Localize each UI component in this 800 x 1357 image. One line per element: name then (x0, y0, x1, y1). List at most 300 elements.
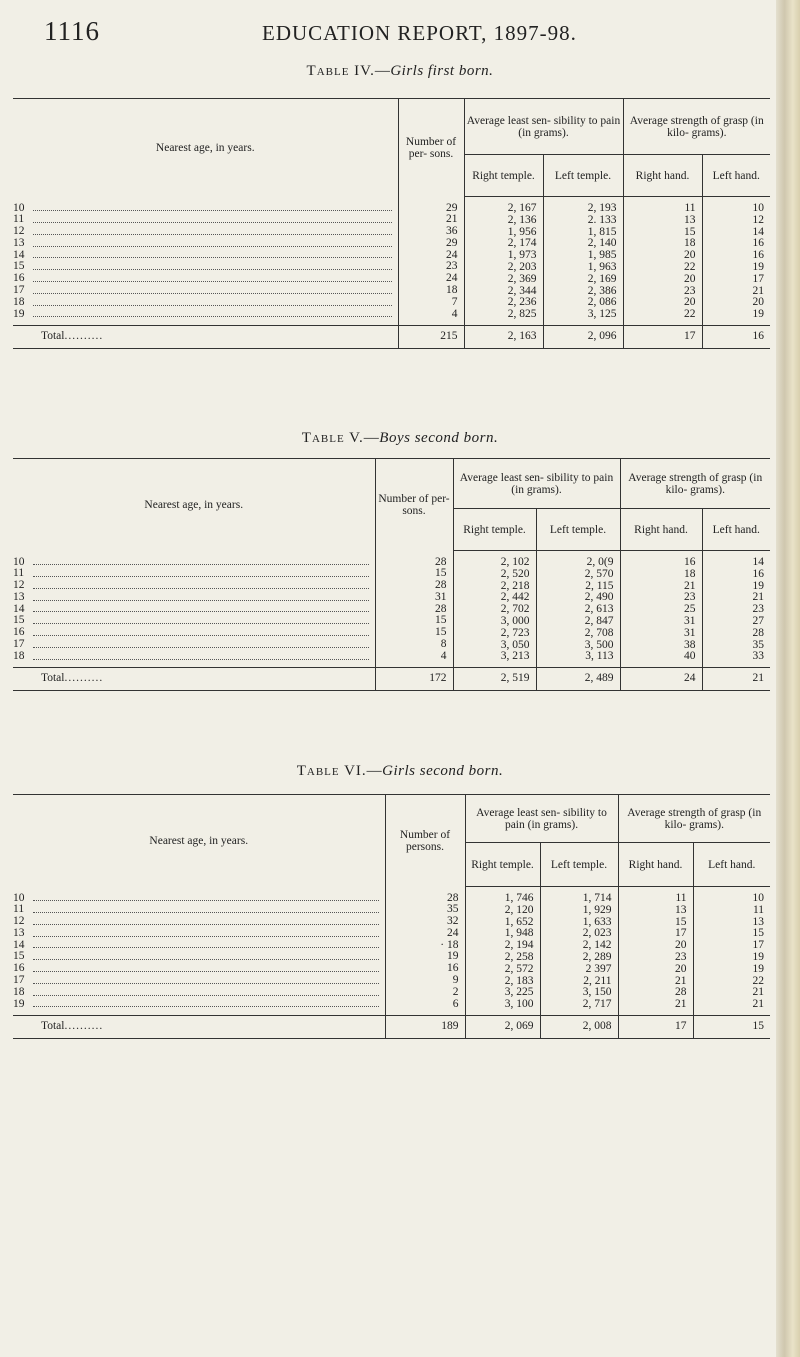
right-temple-value: 2, 203 (507, 260, 537, 273)
right-temple-value: 2, 723 (500, 626, 530, 639)
right-temple-value: 2, 825 (507, 308, 537, 321)
dot-leader (33, 935, 379, 937)
age-value: 19 (13, 997, 25, 1010)
sensibility-header: Average least sen- sibility to pain (in grams). (465, 795, 618, 843)
dot-leader (33, 946, 379, 948)
right-hand-value: 20 (675, 939, 687, 952)
dot-leader (33, 256, 392, 258)
age-row (13, 214, 398, 226)
persons-value: 29 (446, 236, 458, 249)
left-temple-value: 2, 211 (583, 974, 612, 987)
left-temple-value: 2, 115 (585, 579, 614, 592)
right-hand-value: 11 (684, 202, 696, 214)
age-row (13, 238, 398, 250)
age-value: 10 (13, 891, 25, 904)
age-column (13, 551, 375, 668)
table-vi (13, 794, 770, 1039)
dot-leader (33, 634, 369, 636)
left-hand-header: Left hand. (702, 509, 770, 551)
age-header: Nearest age, in years. (13, 459, 375, 551)
left-hand-value: 28 (752, 626, 765, 639)
age-row (13, 975, 385, 987)
right-temple-column (465, 887, 540, 1016)
dot-leader (33, 563, 369, 565)
right-temple-column (464, 197, 543, 326)
left-hand-value: 19 (752, 962, 765, 975)
right-temple-value: 1, 652 (504, 915, 534, 928)
right-temple-value: 3, 000 (500, 614, 530, 627)
age-value: 17 (13, 284, 25, 297)
dot-leader (33, 292, 392, 294)
left-temple-value: 2, 386 (587, 284, 617, 297)
dot-leader (33, 646, 369, 648)
left-hand-value: 15 (752, 927, 765, 940)
left-temple-value: 1, 985 (587, 249, 617, 262)
left-temple-value: 2, 613 (584, 603, 614, 616)
age-value: 19 (13, 307, 25, 320)
right-temple-value: 2, 218 (500, 579, 530, 592)
total-left-temple: 2, 008 (540, 1015, 618, 1038)
table-iv-label: Table IV. (306, 63, 375, 79)
left-hand-value: 12 (752, 213, 765, 226)
age-row (13, 592, 375, 604)
age-row (13, 639, 375, 651)
age-value: 16 (13, 626, 25, 639)
dot-leader (33, 1005, 379, 1007)
age-row (13, 987, 385, 999)
right-temple-value: 2, 120 (504, 903, 534, 916)
right-temple-value: 2, 520 (500, 567, 530, 580)
persons-value: 23 (446, 260, 458, 273)
age-row (13, 951, 385, 963)
dot-leader (33, 268, 392, 270)
right-temple-column (453, 551, 536, 668)
dot-leader (33, 994, 379, 996)
right-hand-value: 25 (684, 603, 696, 616)
right-temple-value: 2, 344 (507, 284, 537, 297)
age-value: 11 (13, 213, 25, 226)
persons-value: 16 (447, 962, 459, 975)
age-row (13, 203, 398, 215)
age-row (13, 928, 385, 940)
dot-leader (33, 245, 392, 247)
persons-value: 28 (447, 891, 459, 904)
age-value: 17 (13, 638, 25, 651)
persons-value: 7 (451, 295, 458, 308)
dot-leader (33, 315, 392, 317)
right-hand-value: 22 (684, 308, 696, 321)
strength-header: Average strength of grasp (in kilo- grams). (618, 795, 770, 843)
age-column (13, 197, 398, 326)
age-value: 14 (13, 248, 25, 261)
age-value: 15 (13, 260, 25, 273)
age-value: 14 (13, 938, 25, 951)
persons-value: 24 (446, 248, 458, 261)
persons-value: 24 (447, 926, 459, 939)
age-header: Nearest age, in years. (13, 795, 385, 887)
right-hand-value: 13 (684, 213, 696, 226)
age-value: 12 (13, 579, 25, 592)
right-hand-value: 15 (684, 225, 696, 238)
left-hand-value: 10 (752, 202, 765, 214)
persons-value: 21 (446, 213, 458, 226)
sensibility-header: Average least sen- sibility to pain (in grams). (453, 459, 620, 509)
age-header: Nearest age, in years. (13, 99, 398, 197)
total-left-temple: 2, 489 (536, 668, 620, 691)
right-temple-value: 1, 973 (507, 249, 537, 262)
right-hand-column (620, 551, 702, 668)
persons-value: 36 (446, 225, 458, 238)
total-right-temple: 2, 519 (453, 668, 536, 691)
left-temple-value: 2 397 (585, 962, 612, 975)
persons-value: 29 (446, 201, 458, 214)
dot-leader (33, 982, 379, 984)
page-header (44, 16, 764, 56)
persons-value: 2 (452, 985, 459, 998)
left-temple-value: 2, 086 (587, 296, 617, 309)
age-value: 17 (13, 974, 25, 987)
right-hand-value: 31 (684, 614, 696, 627)
left-hand-value: 16 (752, 237, 765, 250)
age-value: 15 (13, 950, 25, 963)
right-temple-value: 2, 174 (507, 237, 537, 250)
left-hand-column (702, 551, 770, 668)
total-left-hand: 21 (702, 668, 770, 691)
age-value: 10 (13, 201, 25, 214)
left-hand-value: 16 (752, 249, 765, 262)
table-v-subtitle: Boys second born. (379, 430, 499, 446)
age-row (13, 285, 398, 297)
right-temple-value: 2, 194 (504, 939, 534, 952)
age-column (13, 887, 385, 1016)
total-row (13, 668, 770, 691)
right-temple-value: 3, 213 (500, 650, 530, 663)
left-temple-value: 2, 193 (587, 202, 617, 214)
left-temple-value: 2, 140 (587, 237, 617, 250)
dot-leader (33, 587, 369, 589)
table-vi-subtitle: Girls second born. (382, 763, 504, 779)
right-temple-value: 1, 948 (504, 927, 534, 940)
age-value: 18 (13, 649, 25, 662)
age-row (13, 261, 398, 273)
persons-value: 9 (452, 974, 459, 987)
right-temple-value: 1, 956 (507, 225, 537, 238)
left-hand-value: 23 (752, 603, 765, 616)
age-value: 16 (13, 272, 25, 285)
dot-leader (33, 899, 379, 901)
persons-column (398, 197, 464, 326)
total-label: Total.......... (13, 668, 375, 691)
table-v-caption: Table V.—Boys second born. (301, 430, 499, 446)
total-row (13, 1015, 770, 1038)
total-right-temple: 2, 163 (464, 325, 543, 348)
persons-header: Number of per- sons. (398, 99, 464, 197)
dot-leader (33, 599, 369, 601)
page-number: 1116 (44, 16, 100, 46)
total-right-hand: 24 (620, 668, 702, 691)
page-edge (776, 0, 800, 1357)
right-hand-value: 20 (684, 249, 696, 262)
age-row (13, 250, 398, 262)
age-value: 13 (13, 926, 25, 939)
right-hand-value: 21 (684, 579, 696, 592)
sensibility-header: Average least sen- sibility to pain (in grams). (464, 99, 623, 155)
age-row (13, 615, 375, 627)
right-hand-value: 20 (684, 272, 696, 285)
left-temple-value: 2, 717 (582, 998, 612, 1011)
left-hand-value: 27 (752, 614, 765, 627)
left-hand-value: 13 (752, 915, 765, 928)
left-hand-value: 22 (752, 974, 765, 987)
dot-leader (33, 280, 392, 282)
table-vi-label: Table VI. (296, 763, 367, 779)
total-right-hand: 17 (618, 1015, 693, 1038)
dot-leader (33, 304, 392, 306)
age-value: 18 (13, 985, 25, 998)
table-iv (13, 98, 770, 349)
right-hand-header: Right hand. (620, 509, 702, 551)
dot-leader (33, 911, 379, 913)
left-temple-value: 1, 815 (587, 225, 617, 238)
persons-value: 28 (435, 602, 447, 615)
right-temple-header: Right temple. (453, 509, 536, 551)
right-temple-value: 2, 258 (504, 950, 534, 963)
right-hand-header: Right hand. (618, 843, 693, 887)
total-persons: 215 (398, 325, 464, 348)
left-hand-value: 10 (752, 892, 765, 904)
right-hand-value: 18 (684, 567, 696, 580)
age-row (13, 904, 385, 916)
dot-leader (33, 209, 392, 211)
left-hand-value: 35 (752, 638, 765, 651)
left-hand-value: 20 (752, 296, 765, 309)
left-hand-header: Left hand. (702, 155, 770, 197)
age-value: 12 (13, 915, 25, 928)
right-temple-value: 2, 136 (507, 213, 537, 226)
table-v (13, 458, 770, 691)
strength-header: Average strength of grasp (in kilo- grams). (620, 459, 770, 509)
age-value: 13 (13, 236, 25, 249)
persons-value: 15 (435, 614, 447, 627)
left-hand-value: 19 (752, 579, 765, 592)
right-temple-value: 2, 102 (500, 556, 530, 568)
total-label: Total.......... (13, 1015, 385, 1038)
right-hand-header: Right hand. (623, 155, 702, 197)
total-right-hand: 17 (623, 325, 702, 348)
right-hand-value: 20 (684, 296, 696, 309)
right-hand-value: 28 (675, 986, 687, 999)
dot-leader (33, 221, 392, 223)
persons-header: Number of persons. (385, 795, 465, 887)
dot-leader (33, 970, 379, 972)
age-value: 11 (13, 903, 25, 916)
left-hand-value: 21 (752, 284, 765, 297)
left-temple-value: 2, 847 (584, 614, 614, 627)
right-temple-value: 2, 167 (507, 202, 537, 214)
left-temple-column (543, 197, 623, 326)
age-row (13, 557, 375, 569)
right-hand-value: 11 (675, 892, 687, 904)
persons-value: 18 (446, 284, 458, 297)
right-hand-value: 23 (684, 284, 696, 297)
right-hand-value: 23 (684, 591, 696, 604)
right-hand-value: 23 (675, 950, 687, 963)
persons-value: 32 (447, 915, 459, 928)
age-row (13, 309, 398, 321)
left-temple-value: 3, 113 (585, 650, 614, 663)
persons-column (385, 887, 465, 1016)
table-iv-caption: Table IV.—Girls first born. (306, 63, 494, 79)
persons-value: 35 (447, 903, 459, 916)
left-temple-value: 2, 169 (587, 272, 617, 285)
total-row (13, 325, 770, 348)
right-temple-value: 1, 746 (504, 892, 534, 904)
left-temple-header: Left temple. (540, 843, 618, 887)
left-hand-column (702, 197, 770, 326)
right-hand-value: 18 (684, 237, 696, 250)
age-row (13, 568, 375, 580)
left-hand-value: 19 (752, 950, 765, 963)
left-temple-value: 1, 963 (587, 260, 617, 273)
dot-leader (33, 958, 379, 960)
total-left-hand: 16 (702, 325, 770, 348)
right-hand-value: 38 (684, 638, 696, 651)
table-v-label: Table V. (301, 430, 364, 446)
right-temple-value: 3, 100 (504, 998, 534, 1011)
left-hand-header: Left hand. (693, 843, 770, 887)
total-right-temple: 2, 069 (465, 1015, 540, 1038)
left-temple-value: 1, 929 (582, 903, 612, 916)
left-hand-value: 14 (752, 225, 765, 238)
total-left-hand: 15 (693, 1015, 770, 1038)
left-temple-value: 3, 150 (582, 986, 612, 999)
age-row (13, 580, 375, 592)
left-hand-value: 33 (752, 650, 765, 663)
right-hand-value: 31 (684, 626, 696, 639)
dot-leader (33, 658, 369, 660)
persons-value: · 18 (440, 938, 459, 951)
dot-leader (33, 575, 369, 577)
right-hand-value: 40 (684, 650, 696, 663)
left-temple-value: 2. 133 (587, 213, 617, 226)
left-temple-header: Left temple. (536, 509, 620, 551)
age-value: 16 (13, 962, 25, 975)
persons-value: 15 (435, 567, 447, 580)
left-temple-value: 2, 490 (584, 591, 614, 604)
age-value: 12 (13, 225, 25, 238)
dot-leader (33, 233, 392, 235)
age-value: 10 (13, 555, 25, 568)
right-temple-value: 3, 050 (500, 638, 530, 651)
right-temple-value: 2, 702 (500, 603, 530, 616)
left-temple-value: 1, 633 (582, 915, 612, 928)
right-temple-value: 2, 236 (507, 296, 537, 309)
age-row (13, 940, 385, 952)
right-hand-value: 21 (675, 998, 687, 1011)
age-row (13, 273, 398, 285)
age-row (13, 999, 385, 1011)
left-temple-value: 2, 570 (584, 567, 614, 580)
left-hand-value: 19 (752, 260, 765, 273)
dot-leader (33, 923, 379, 925)
age-row (13, 604, 375, 616)
age-value: 18 (13, 295, 25, 308)
age-row (13, 226, 398, 238)
right-temple-header: Right temple. (464, 155, 543, 197)
left-temple-value: 2, 142 (582, 939, 612, 952)
age-value: 11 (13, 567, 25, 580)
age-row (13, 893, 385, 905)
persons-value: 28 (435, 555, 447, 568)
persons-value: 31 (435, 590, 447, 603)
age-value: 15 (13, 614, 25, 627)
persons-value: 28 (435, 579, 447, 592)
persons-header: Number of per- sons. (375, 459, 453, 551)
persons-value: 15 (435, 626, 447, 639)
right-hand-column (618, 887, 693, 1016)
age-row (13, 651, 375, 663)
left-hand-value: 19 (752, 308, 765, 321)
right-hand-value: 16 (684, 556, 696, 568)
left-hand-value: 14 (752, 556, 765, 568)
persons-value: 4 (451, 307, 458, 320)
persons-value: 24 (446, 272, 458, 285)
dot-leader (33, 622, 369, 624)
persons-column (375, 551, 453, 668)
left-temple-value: 2, 708 (584, 626, 614, 639)
left-hand-value: 21 (752, 998, 765, 1011)
right-temple-value: 2, 183 (504, 974, 534, 987)
left-temple-value: 2, 023 (582, 927, 612, 940)
right-hand-value: 22 (684, 260, 696, 273)
age-row (13, 297, 398, 309)
left-temple-value: 2, 289 (582, 950, 612, 963)
persons-value: 6 (452, 997, 459, 1010)
left-temple-value: 1, 714 (582, 892, 612, 904)
right-hand-value: 13 (675, 903, 687, 916)
left-hand-value: 21 (752, 591, 765, 604)
right-temple-value: 2, 369 (507, 272, 537, 285)
total-persons: 172 (375, 668, 453, 691)
age-row (13, 627, 375, 639)
right-hand-value: 21 (675, 974, 687, 987)
left-hand-value: 16 (752, 567, 765, 580)
right-temple-value: 3, 225 (504, 986, 534, 999)
table-vi-caption: Table VI.—Girls second born. (296, 763, 504, 779)
total-left-temple: 2, 096 (543, 325, 623, 348)
right-temple-header: Right temple. (465, 843, 540, 887)
left-temple-column (540, 887, 618, 1016)
age-row (13, 916, 385, 928)
right-temple-value: 2, 572 (504, 962, 534, 975)
right-hand-value: 20 (675, 962, 687, 975)
age-value: 14 (13, 602, 25, 615)
running-title: EDUCATION REPORT, 1897-98. (262, 21, 577, 45)
age-row (13, 963, 385, 975)
right-hand-column (623, 197, 702, 326)
table-iv-subtitle: Girls first born. (390, 63, 494, 79)
total-label: Total.......... (13, 325, 398, 348)
left-hand-value: 21 (752, 986, 765, 999)
left-hand-column (693, 887, 770, 1016)
left-temple-column (536, 551, 620, 668)
left-hand-value: 17 (752, 939, 765, 952)
right-hand-value: 17 (675, 927, 687, 940)
strength-header: Average strength of grasp (in kilo- grams). (623, 99, 770, 155)
right-temple-value: 2, 442 (500, 591, 530, 604)
left-hand-value: 11 (752, 903, 765, 916)
left-hand-value: 17 (752, 272, 765, 285)
